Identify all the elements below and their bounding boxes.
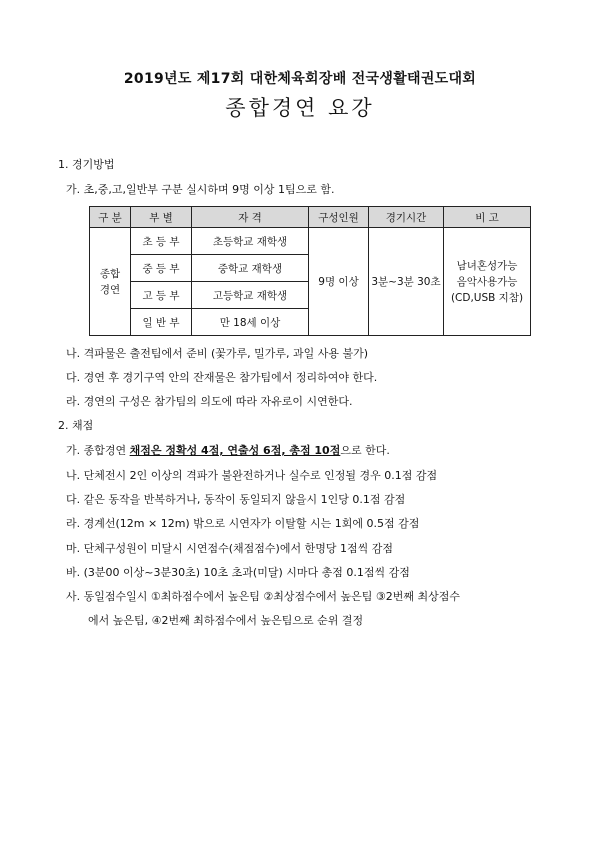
table-header: 비 고 <box>444 207 531 228</box>
table-header: 자 격 <box>192 207 309 228</box>
qualification-cell: 초등학교 재학생 <box>192 228 309 255</box>
section2-item-ma: 마. 단체구성원이 미달시 시연점수(채점점수)에서 한명당 1점씩 감점 <box>66 542 393 555</box>
section1-item-ga: 가. 초,중,고,일반부 구분 실시하며 9명 이상 1팀으로 함. <box>66 183 335 196</box>
note-cell: 남녀혼성가능 음악사용가능 (CD,USB 지참) <box>444 228 531 336</box>
table-header-row <box>90 207 531 228</box>
section2-item-sa: 사. 동일점수일시 ①최하점수에서 높은팀 ②최상점수에서 높은팀 ③2번째 최상점수 <box>66 590 460 603</box>
table-header: 구 분 <box>90 207 131 228</box>
document-title: 2019년도 제17회 대한체육회장배 전국생활태권도대회 <box>123 71 477 87</box>
division-cell: 초 등 부 <box>131 228 192 255</box>
ga-prefix: 가. 종합경연 <box>66 444 130 457</box>
section2-heading: 2. 채점 <box>58 419 94 432</box>
section1-item-na: 나. 격파물은 출전팀에서 준비 (꽃가루, 밀가루, 과일 사용 불가) <box>66 347 369 360</box>
qualification-cell: 중학교 재학생 <box>192 255 309 282</box>
section2-item-ra: 라. 경계선(12m × 12m) 밖으로 시연자가 이탈할 시는 1회에 0.5점 감점 <box>66 517 420 530</box>
table-header: 부 별 <box>131 207 192 228</box>
division-cell: 중 등 부 <box>131 255 192 282</box>
time-cell: 3분~3분 30초 <box>369 228 444 336</box>
section2-item-da: 다. 같은 동작을 반복하거나, 동작이 동일되지 않을시 1인당 0.1점 감점 <box>66 493 406 506</box>
document-subtitle: 종합경연 요강 <box>225 96 375 120</box>
qualification-cell: 만 18세 이상 <box>192 309 309 336</box>
qualification-cell: 고등학교 재학생 <box>192 282 309 309</box>
section1-heading: 1. 경기방법 <box>58 158 115 171</box>
scoring-emphasis: 채점은 정확성 4점, 연출성 6점, 총점 10점 <box>129 444 341 457</box>
table-header: 구성인원 <box>309 207 369 228</box>
section2-item-ba: 바. (3분00 이상~3분30초) 10초 초과(미달) 시마다 총점 0.1점씩 감점 <box>66 566 410 579</box>
section2-item-sa-continued: 에서 높은팀, ④2번째 최하점수에서 높은팀으로 순위 결정 <box>88 614 364 627</box>
section1-item-da: 다. 경연 후 경기구역 안의 잔재물은 참가팀에서 정리하여야 한다. <box>66 371 378 384</box>
competition-table <box>89 206 531 336</box>
table-header: 경기시간 <box>369 207 444 228</box>
table-row <box>90 228 531 255</box>
section1-item-ra: 라. 경연의 구성은 참가팀의 의도에 따라 자유로이 시연한다. <box>66 395 353 408</box>
category-cell: 종합 경연 <box>90 228 131 336</box>
members-cell: 9명 이상 <box>309 228 369 336</box>
ga-suffix: 으로 한다. <box>340 444 390 457</box>
section2-item-na: 나. 단체전시 2인 이상의 격파가 불완전하거나 실수로 인정될 경우 0.1점 감점 <box>66 469 438 482</box>
division-cell: 고 등 부 <box>131 282 192 309</box>
division-cell: 일 반 부 <box>131 309 192 336</box>
section2-item-ga <box>66 442 390 458</box>
